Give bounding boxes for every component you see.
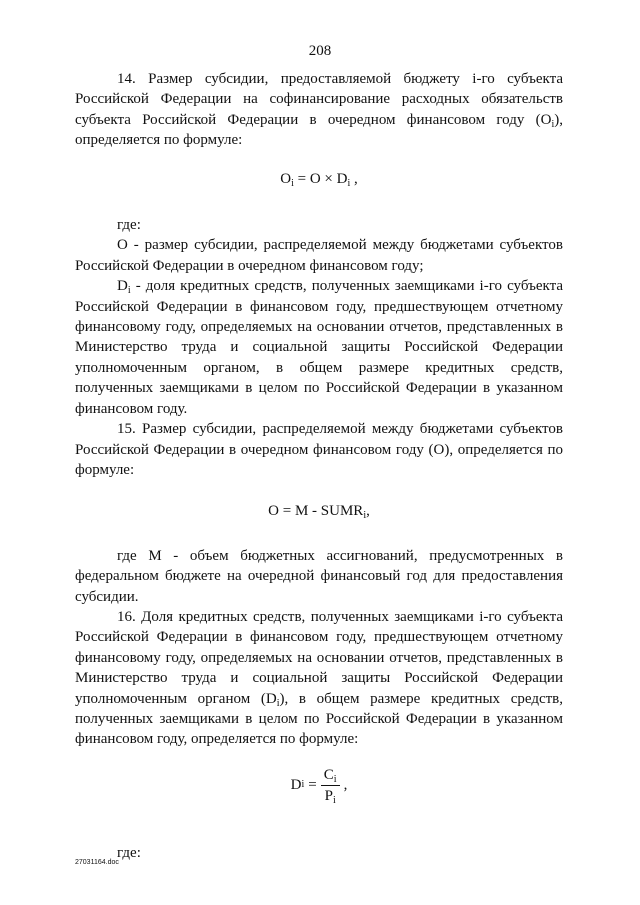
definition-o: O - размер субсидии, распределяемой между бюджетами субъектов Российской Федерации в очередном финансовом году; xyxy=(75,237,563,274)
fraction-numerator: $C_i$ xyxy=(321,766,340,786)
paragraph-16: 16. Доля кредитных средств, полученных заемщиками i-го субъекта Российской Федерации в финансовом году, предшествующем отчетному финансовому году, определяемых на основании отчетов, представленных в Министерство труда и социальной защиты Российской Федерации уполномоченным органом $(D_i)$, в общем размере кредитных средств, полученных заемщиками в целом по Российской Федерации в указанном финансовом году, определяется по формуле: xyxy=(75,608,564,748)
formula-o: $O = M - SUMR_i$, xyxy=(268,503,370,522)
paragraph-15: 15. Размер субсидии, распределяемой между бюджетами субъектов Российской Федерации в очередном финансовом году (O), определяется по формуле: xyxy=(75,421,563,478)
where-label-2: где: xyxy=(117,844,141,861)
definition-di: $D_i$ - доля кредитных средств, полученных заемщиками i-го субъекта Российской Федерации в финансовом году, предшествующем отчетному финансовому году, определяемых на основании отчетов, представленных в Министерство труда и социальной защиты Российской Федерации уполномоченным органом, в общем размере кредитных средств, полученных заемщиками в целом по Российской Федерации в указанном финансовом году. xyxy=(75,278,563,417)
fraction-denominator: $P_i$ xyxy=(324,787,336,806)
page-number: 208 xyxy=(308,43,332,59)
formula-oi: $O_i = O \times D_i$ , xyxy=(280,170,358,189)
footer-filename: 27031164.doc xyxy=(75,859,119,866)
definition-m: где M - объем бюджетных ассигнований, предусмотренных в федеральном бюджете на очередной финансовый год для предоставления субсидии. xyxy=(75,547,563,605)
where-label: где: xyxy=(117,217,141,234)
document-body xyxy=(75,69,563,863)
formula-di: D i = $\frac{C_i}{P_i}$ , xyxy=(290,766,348,806)
fraction xyxy=(321,766,340,805)
paragraph-14: 14. Размер субсидии, предоставляемой бюджету i-го субъекта Российской Федерации на софинансирование расходных обязательств субъекта Российской Федерации в очередном финансовом году $(O_i)$, определяется по формуле: xyxy=(75,71,563,149)
